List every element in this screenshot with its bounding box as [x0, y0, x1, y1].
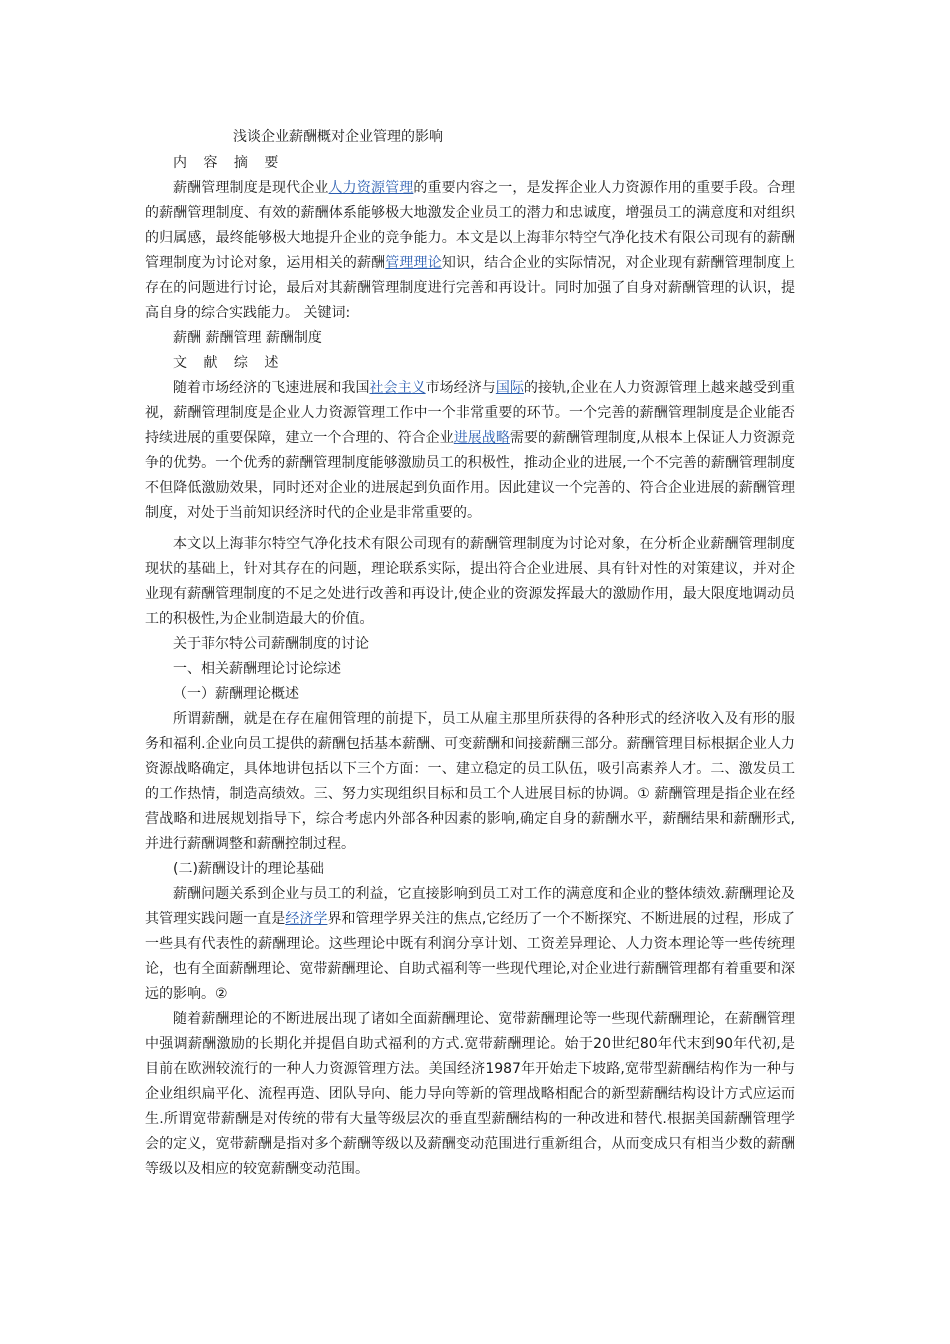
link-socialism[interactable]: 社会主义	[369, 380, 426, 396]
document-page	[145, 124, 795, 1182]
review1-text-2: 市场经济与	[425, 380, 496, 396]
paragraph-theory-basis	[145, 882, 795, 1007]
link-hr-management[interactable]: 人力资源管理	[328, 180, 414, 196]
review-paragraph-2: 本文以上海菲尔特空气净化技术有限公司现有的薪酬管理制度为讨论对象，在分析企业薪酬管理制度现状的基础上，针对其存在的问题，理论联系实际，提出符合企业进展、具有针对性的对策建议，并对企业现有薪酬管理制度的不足之处进行改善和再设计,使企业的资源发挥最大的激励作用，最大限度地调动员工的积极性,为企业制造最大的价值。	[145, 536, 795, 627]
para-b-text-1: 薪酬问题关系到企业与员工的利益，它直接影响到员工对工作的满意度和企业的整体绩效.薪酬理论及其管理实践问题一直是	[145, 886, 795, 927]
link-management-theory[interactable]: 管理理论	[385, 255, 442, 271]
section-heading: 关于菲尔特公司薪酬制度的讨论	[173, 636, 369, 652]
subsection-heading-1a: （一）薪酬理论概述	[173, 686, 299, 702]
document-title: 浅谈企业薪酬概对企业管理的影响	[233, 129, 443, 145]
abstract-text-3: 知识，结合企业的实际情况，对企业现有薪酬管理制度上存在的问题进行讨论，最后对其薪酬管理制度进行完善和再设计。同时加强了自身对薪酬管理的认识，提高自身的综合实践能力。 关键词:	[145, 255, 796, 321]
review1-text-3: 的接轨,企业在人力资源管理上越来越受到重视，薪酬管理制度是企业人力资源管理工作中一个非常重要的环节。一个完善的薪酬管理制度是企业能否持续进展的重要保障，建立一个合理的、符合企业	[145, 380, 796, 446]
abstract-paragraph	[145, 176, 795, 326]
keywords-line: 薪酬 薪酬管理 薪酬制度	[173, 330, 322, 346]
review-heading: 文 献 综 述	[173, 355, 285, 371]
abstract-text-2: 的重要内容之一，是发挥企业人力资源作用的重要手段。合理的薪酬管理制度、有效的薪酬体系能够极大地激发企业员工的潜力和忠诚度，增强员工的满意度和对组织的归属感，最终能够极大地提升企业的竞争能力。本文是以上海菲尔特空气净化技术有限公司现有的薪酬管理制度为讨论对象，运用相关的薪酬	[145, 180, 796, 271]
abstract-heading: 内 容 摘 要	[173, 155, 285, 171]
link-development-strategy[interactable]: 进展战略	[453, 430, 510, 446]
subsection-heading-1: 一、相关薪酬理论讨论综述	[173, 661, 341, 677]
review1-text-4: 需要的薪酬管理制度,从根本上保证人力资源竞争的优势。一个优秀的薪酬管理制度能够激励员工的积极性，推动企业的进展,一个不完善的薪酬管理制度不但降低激励效果，同时还对企业的进展起到负面作用。因此建议一个完善的、符合企业进展的薪酬管理制度，对处于当前知识经济时代的企业是非常重要的。	[145, 430, 796, 521]
review-paragraph-1	[145, 376, 795, 526]
abstract-text-1: 薪酬管理制度是现代企业	[173, 180, 329, 196]
paragraph-salary-overview: 所谓薪酬，就是在存在雇佣管理的前提下，员工从雇主那里所获得的各种形式的经济收入及有形的服务和福利.企业向员工提供的薪酬包括基本薪酬、可变薪酬和间接薪酬三部分。薪酬管理目标根据企业人力资源战略确定，具体地讲包括以下三个方面：一、建立稳定的员工队伍，吸引高素养人才。二、激发员工的工作热情，制造高绩效。三、努力实现组织目标和员工个人进展目标的协调。① 薪酬管理是指企业在经营战略和进展规划指导下，综合考虑内外部各种因素的影响,确定自身的薪酬水平，薪酬结果和薪酬形式,并进行薪酬调整和薪酬控制过程。	[145, 711, 795, 852]
link-economics[interactable]: 经济学	[285, 911, 328, 927]
para-b-text-2: 界和管理学界关注的焦点,它经历了一个不断探究、不断进展的过程，形成了一些具有代表性的薪酬理论。这些理论中既有利润分享计划、工资差异理论、人力资本理论等一些传统理论，也有全面薪酬理论、宽带薪酬理论、自助式福利等一些现代理论,对企业进行薪酬管理都有着重要和深远的影响。②	[145, 911, 796, 1002]
paragraph-broadband-salary: 随着薪酬理论的不断进展出现了诸如全面薪酬理论、宽带薪酬理论等一些现代薪酬理论，在薪酬管理中强调薪酬激励的长期化并提倡自助式福利的方式.宽带薪酬理论。始于20世纪80年代末到90年代初,是目前在欧洲较流行的一种人力资源管理方法。美国经济1987年开始走下坡路,宽带型薪酬结构作为一种与企业组织扁平化、流程再造、团队导向、能力导向等新的管理战略相配合的新型薪酬结构设计方式应运而生.所谓宽带薪酬是对传统的带有大量等级层次的垂直型薪酬结构的一种改进和替代.根据美国薪酬管理学会的定义，宽带薪酬是指对多个薪酬等级以及薪酬变动范围进行重新组合，从而变成只有相当少数的薪酬等级以及相应的较宽薪酬变动范围。	[145, 1011, 795, 1177]
subsection-heading-1b: (二)薪酬设计的理论基础	[173, 861, 324, 877]
review1-text-1: 随着市场经济的飞速进展和我国	[173, 380, 370, 396]
link-international[interactable]: 国际	[495, 380, 524, 396]
